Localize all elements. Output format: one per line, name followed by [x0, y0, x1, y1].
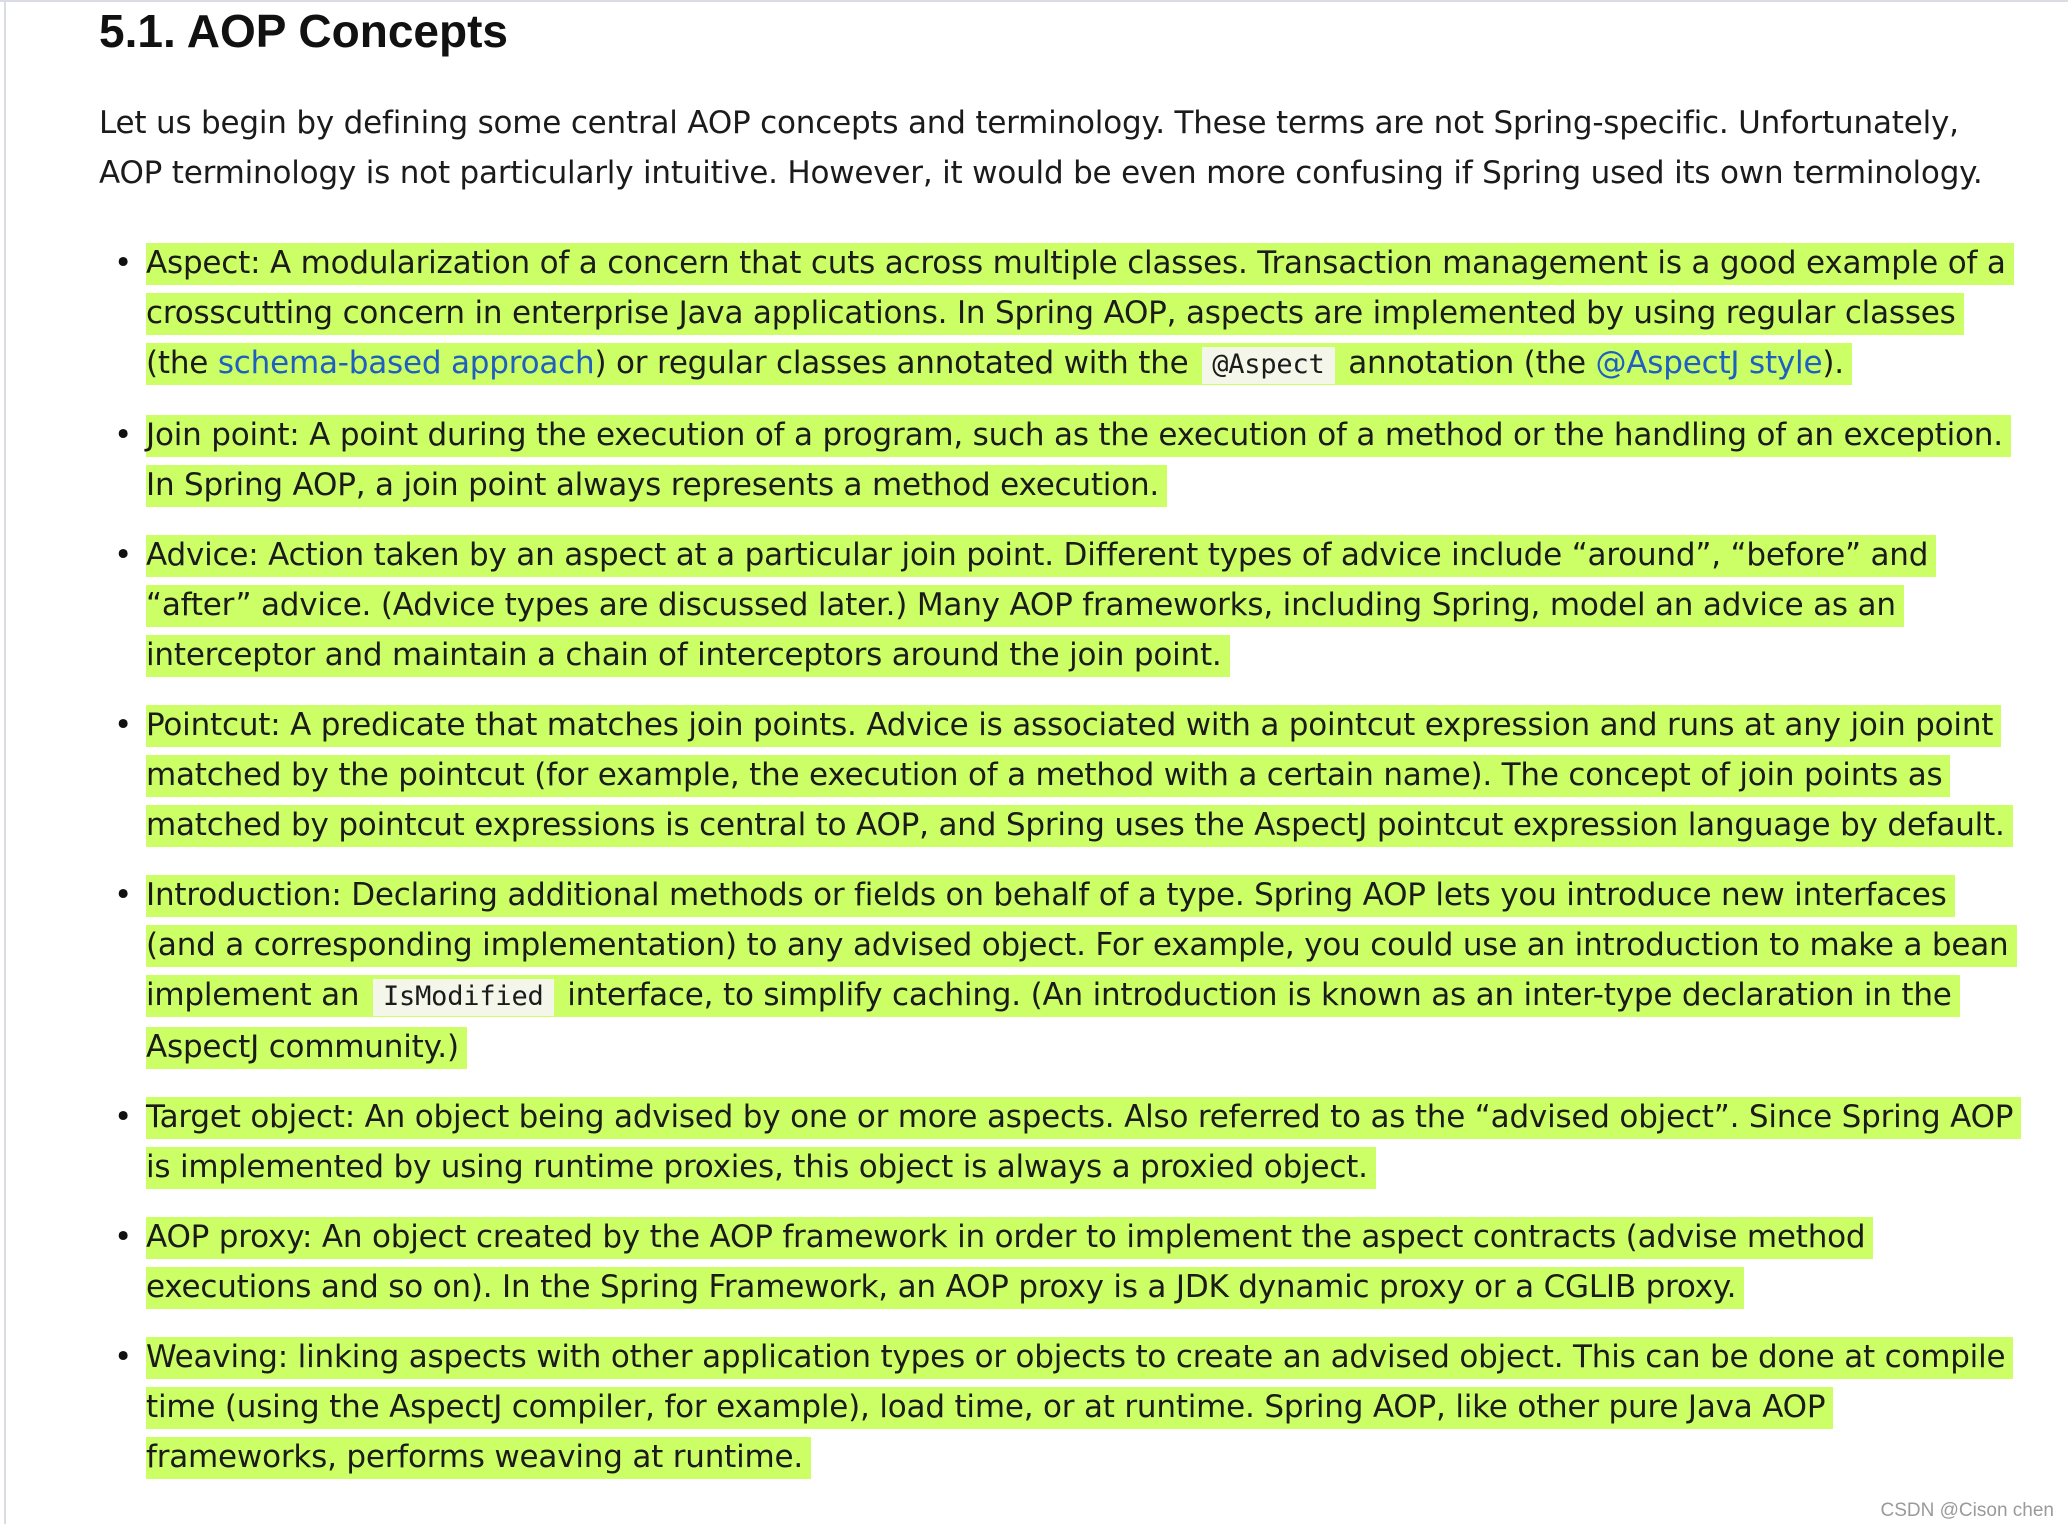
concept-text: Weaving: linking aspects with other application types or objects to create an advised object. This can be done at compile time (using the AspectJ compiler, for example), load time, or at runtime. Spring AOP, like other pure Java AOP frameworks, performs weaving at runtime. — [146, 1339, 2006, 1475]
concept-item — [114, 1332, 2019, 1482]
bullet-icon: • — [114, 245, 133, 281]
concept-item — [114, 700, 2019, 850]
intro-paragraph: Let us begin by defining some central AOP concepts and terminology. These terms are not Spring-specific. Unfortunately, AOP terminology is not particularly intuitive. However, it would be even more confusing if Spring used its own terminology. — [99, 105, 1983, 191]
concept-item — [114, 870, 2019, 1072]
bullet-icon: • — [114, 537, 133, 573]
bullet-icon: • — [114, 1339, 133, 1375]
concept-text: AOP proxy: An object created by the AOP framework in order to implement the aspect contracts (advise method executions and so on). In the Spring Framework, an AOP proxy is a JDK dynamic proxy or a CGLIB proxy. — [146, 1219, 1866, 1305]
concept-highlight — [146, 415, 2011, 507]
watermark: CSDN @Cison chen — [1880, 1500, 2054, 1521]
concept-text: interface, to simplify caching. (An introduction is known as an inter-type declaration in the AspectJ community.) — [146, 977, 1952, 1065]
doc-content — [99, 0, 2019, 1502]
concept-text: Advice: Action taken by an aspect at a particular join point. Different types of advice include “around”, “before” and “after” advice. (Advice types are discussed later.) Many AOP frameworks, including Spring, model an advice as an interceptor and maintain a chain of interceptors around the join point. — [146, 537, 1929, 673]
concept-highlight — [146, 243, 2014, 385]
concept-text: Aspect: A modularization of a concern that cuts across multiple classes. Transaction management is a good example of a crosscutting concern in enterprise Java applications. In Spring AOP, aspects are implemented by using regular classes (the — [146, 245, 2006, 381]
concept-item — [114, 410, 2019, 510]
concept-highlight — [146, 1217, 1873, 1309]
concept-highlight — [146, 875, 2017, 1069]
concept-text: Target object: An object being advised by one or more aspects. Also referred to as the “advised object”. Since Spring AOP is implemented by using runtime proxies, this object is always a proxied object. — [146, 1099, 2014, 1185]
concept-highlight — [146, 705, 2013, 847]
page-left-border — [4, 0, 6, 1524]
concept-highlight — [146, 1337, 2013, 1479]
bullet-icon: • — [114, 1219, 133, 1255]
concept-text: Introduction: Declaring additional methods or fields on behalf of a type. Spring AOP lets you introduce new interfaces (and a corresponding implementation) to any advised object. For example, you could use an introduction to make a bean implement an — [146, 877, 2009, 1013]
bullet-icon: • — [114, 417, 133, 453]
concept-text: ) or regular classes annotated with the — [594, 345, 1199, 381]
inline-code: @Aspect — [1202, 347, 1334, 384]
concept-item — [114, 1092, 2019, 1192]
doc-link[interactable]: schema-based approach — [217, 345, 595, 381]
bullet-icon: • — [114, 707, 133, 743]
doc-link[interactable]: @AspectJ style — [1595, 345, 1823, 381]
concept-text: Join point: A point during the execution of a program, such as the execution of a method or the handling of an exception. In Spring AOP, a join point always represents a method execution. — [146, 417, 2003, 503]
concept-text: ). — [1822, 345, 1844, 381]
concept-highlight — [146, 535, 1936, 677]
concept-highlight — [146, 1097, 2021, 1189]
concept-item — [114, 238, 2019, 390]
concept-item — [114, 1212, 2019, 1312]
bullet-icon: • — [114, 1099, 133, 1135]
concept-text: Pointcut: A predicate that matches join points. Advice is associated with a pointcut expression and runs at any join point matched by the pointcut (for example, the execution of a method with a certain name). The concept of join points as matched by pointcut expressions is central to AOP, and Spring uses the AspectJ pointcut expression language by default. — [146, 707, 2005, 843]
concept-list — [99, 238, 2019, 1482]
concept-item — [114, 530, 2019, 680]
section-title: 5.1. AOP Concepts — [99, 5, 509, 57]
inline-code: IsModified — [373, 979, 554, 1016]
concept-text: annotation (the — [1338, 345, 1596, 381]
bullet-icon: • — [114, 877, 133, 913]
